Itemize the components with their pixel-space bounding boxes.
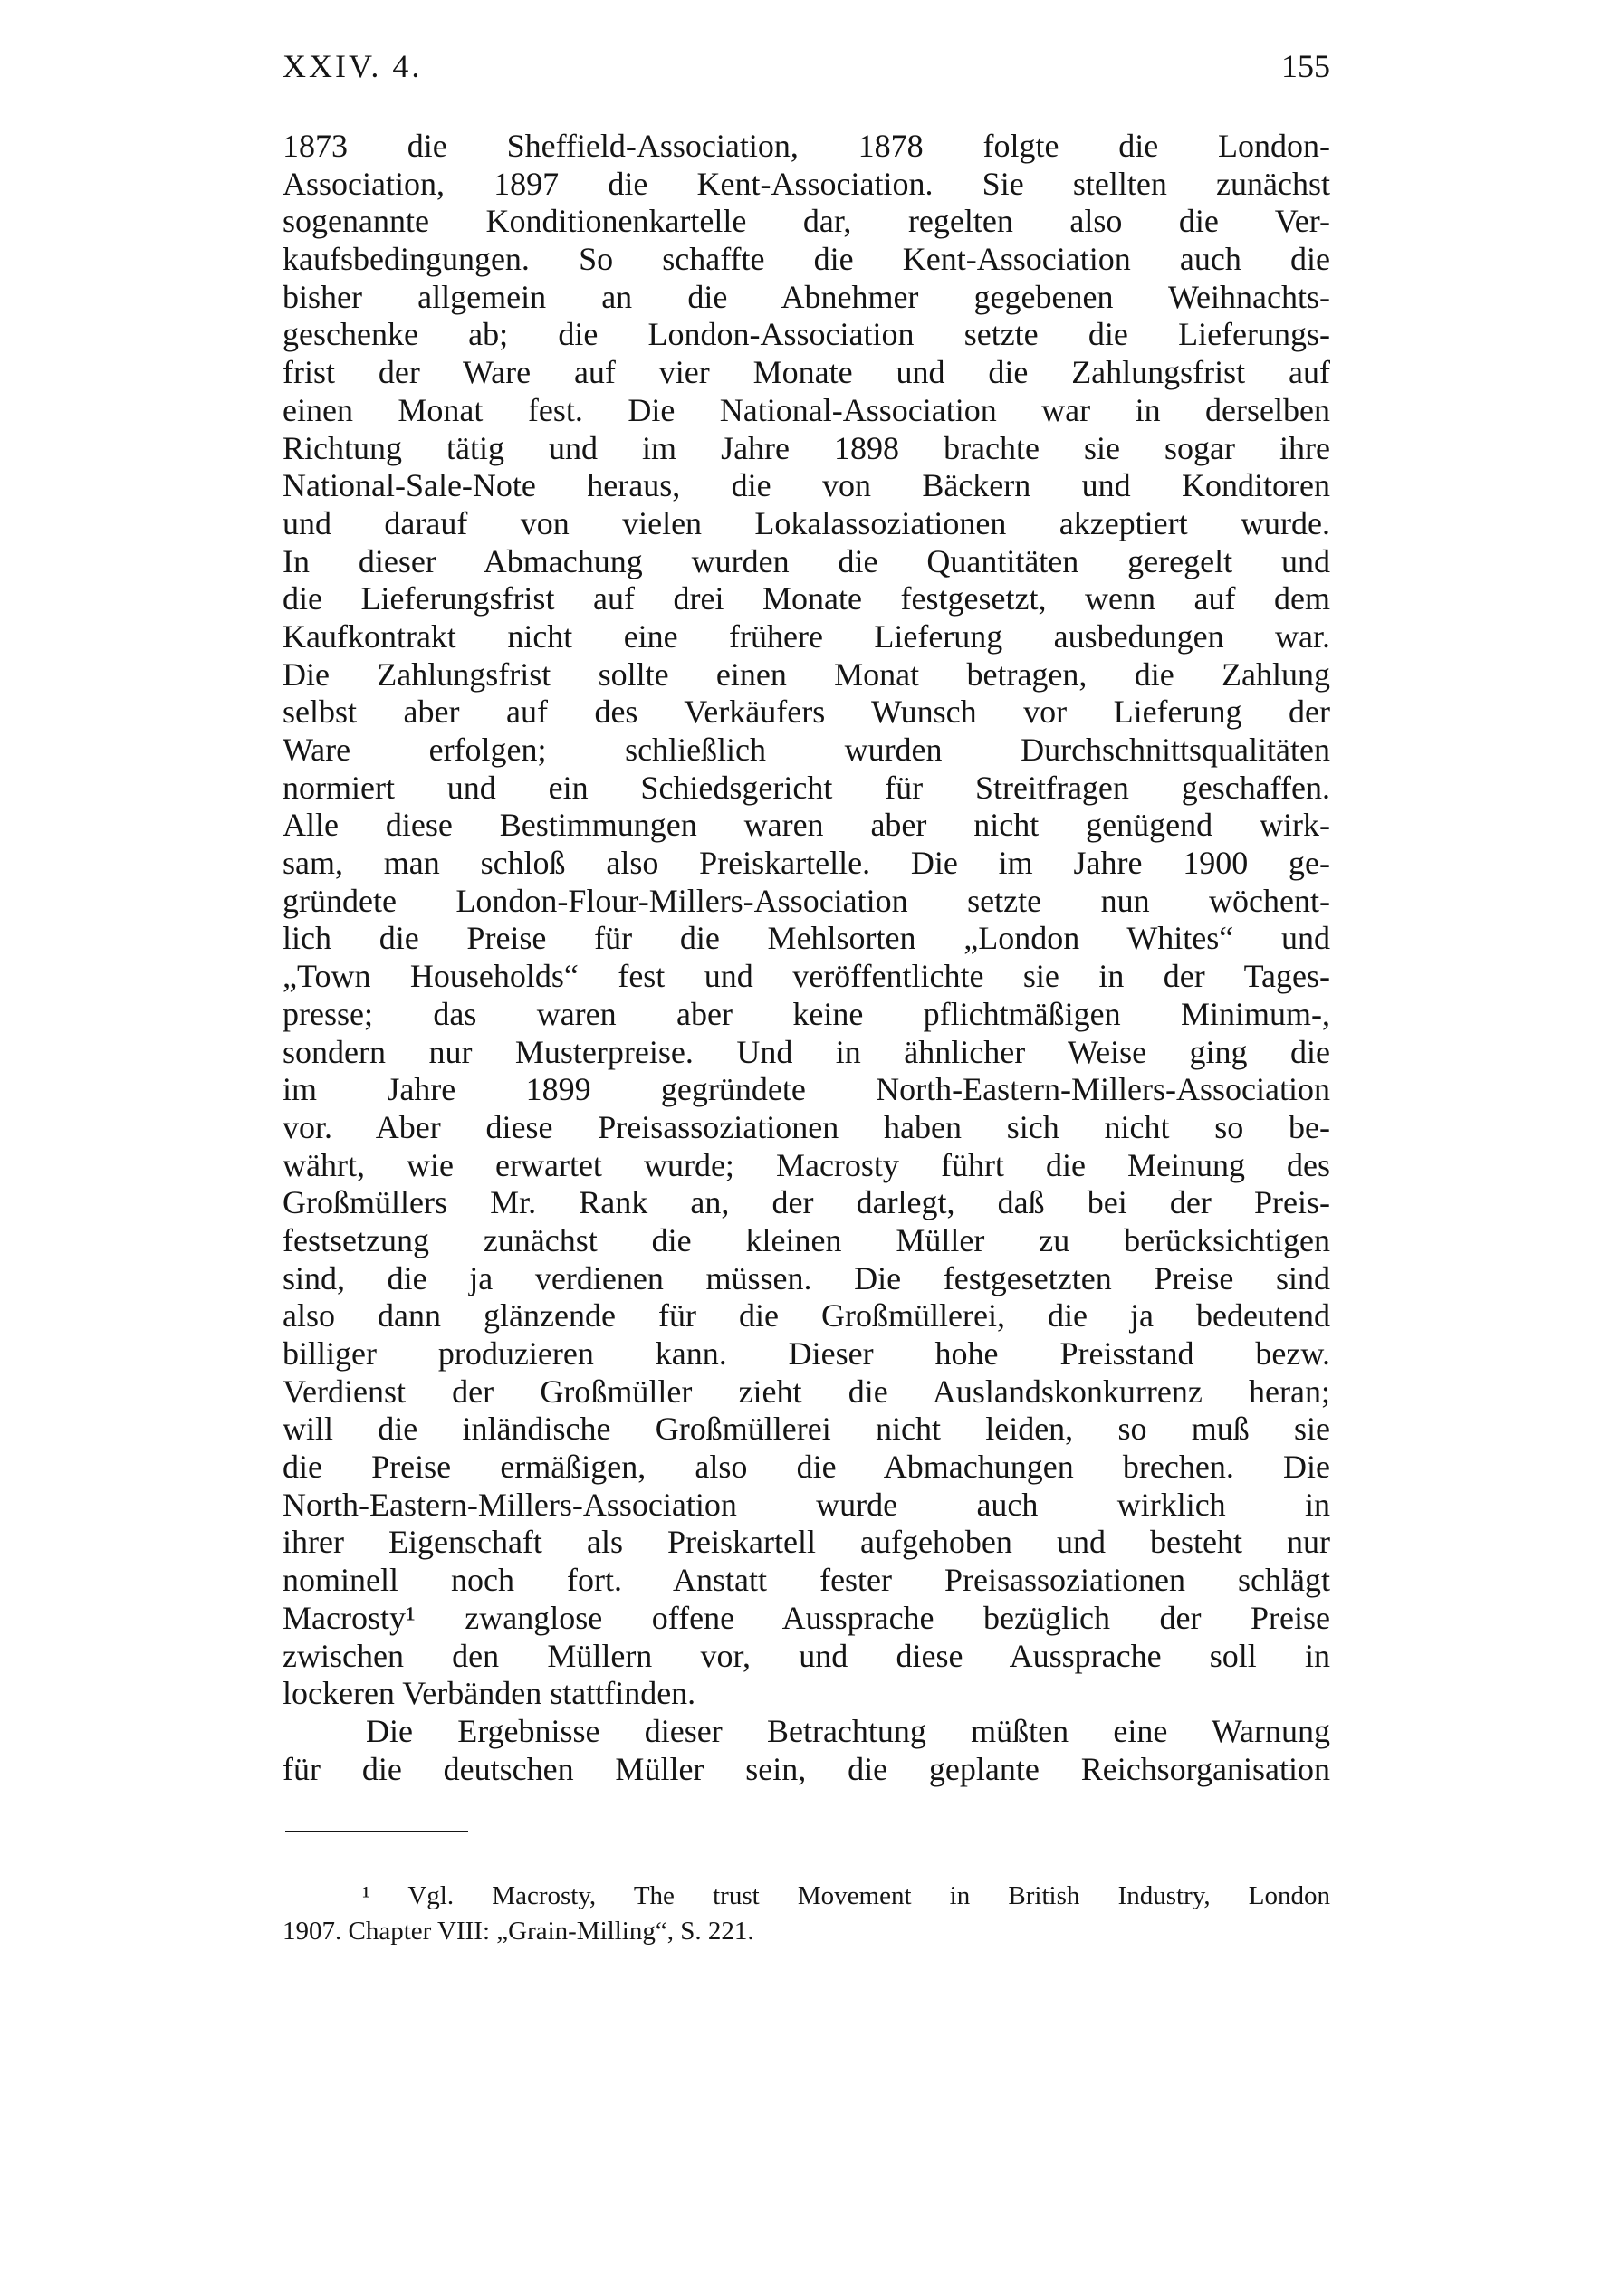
text-line: bisher allgemein an die Abnehmer gegebenen Weihnachts-: [283, 278, 1330, 315]
text-line: kaufsbedingungen. So schaffte die Kent-Association auch die: [283, 241, 1330, 278]
text-line: währt, wie erwartet wurde; Macrosty führt die Meinung des: [283, 1146, 1330, 1183]
text-line: will die inländische Großmüllerei nicht leiden, so muß sie: [283, 1411, 1330, 1448]
text-line: festsetzung zunächst die kleinen Müller zu berücksichtigen: [283, 1221, 1330, 1258]
text-line: frist der Ware auf vier Monate und die Zahlungsfrist auf: [283, 354, 1330, 391]
text-line: im Jahre 1899 gegründete North-Eastern-Millers-Association: [283, 1071, 1330, 1108]
text-line: lockeren Verbänden stattfinden.: [283, 1675, 696, 1712]
text-line: einen Monat fest. Die National-Association war in derselben: [283, 391, 1330, 428]
text-line: Verdienst der Großmüller zieht die Auslandskonkurrenz heran;: [283, 1373, 1330, 1410]
text-line: vor. Aber diese Preisassoziationen haben sich nicht so be-: [283, 1108, 1330, 1145]
text-line: North-Eastern-Millers-Association wurde auch wirklich in: [283, 1486, 1330, 1523]
text-line: 1873 die Sheffield-Association, 1878 folgte die London-: [283, 128, 1330, 164]
text-line: In dieser Abmachung wurden die Quantitäten geregelt und: [283, 542, 1330, 579]
footnote-line: 1907. Chapter VIII: „Grain-Milling“, S. 221.: [283, 1917, 754, 1946]
text-line: Kaufkontrakt nicht eine frühere Lieferung ausbedungen war.: [283, 617, 1330, 655]
running-header: [283, 47, 1330, 85]
text-line: „Town Households“ fest und veröffentlichte sie in der Tages-: [283, 958, 1330, 995]
text-line: billiger produzieren kann. Dieser hohe Preisstand bezw.: [283, 1335, 1330, 1372]
text-line: sondern nur Musterpreise. Und in ähnlicher Weise ging die: [283, 1033, 1330, 1070]
text-line: normiert und ein Schiedsgericht für Streitfragen geschaffen.: [283, 769, 1330, 806]
section-label: XXIV. 4.: [283, 48, 423, 84]
text-line: Großmüllers Mr. Rank an, der darlegt, daß bei der Preis-: [283, 1184, 1330, 1221]
text-line: geschenke ab; die London-Association setzte die Lieferungs-: [283, 316, 1330, 353]
text-line: und darauf von vielen Lokalassoziationen akzeptiert wurde.: [283, 504, 1330, 541]
page-number: 155: [1281, 48, 1330, 84]
text-line: sam, man schloß also Preiskartelle. Die im Jahre 1900 ge-: [283, 845, 1330, 882]
text-line: Association, 1897 die Kent-Association. Sie stellten zunächst: [283, 165, 1330, 202]
text-line: die Lieferungsfrist auf drei Monate festgesetzt, wenn auf dem: [283, 580, 1330, 617]
text-line: also dann glänzende für die Großmüllerei, die ja bedeutend: [283, 1297, 1330, 1335]
text-line: lich die Preise für die Mehlsorten „London Whites“ und: [283, 920, 1330, 957]
text-line: National-Sale-Note heraus, die von Bäckern und Konditoren: [283, 467, 1330, 504]
text-line: Ware erfolgen; schließlich wurden Durchschnittsqualitäten: [283, 732, 1330, 768]
text-line: Alle diese Bestimmungen waren aber nicht genügend wirk-: [283, 807, 1330, 844]
text-line: sogenannte Konditionenkartelle dar, regelten also die Ver-: [283, 203, 1330, 240]
text-line: ihrer Eigenschaft als Preiskartell aufgehoben und besteht nur: [283, 1524, 1330, 1561]
text-line: gründete London-Flour-Millers-Association setzte nun wöchent-: [283, 882, 1330, 919]
text-line: Die Ergebnisse dieser Betrachtung müßten eine Warnung: [366, 1712, 1330, 1749]
text-line: Die Zahlungsfrist sollte einen Monat betragen, die Zahlung: [283, 655, 1330, 693]
body-text: [283, 128, 1330, 1788]
text-line: Richtung tätig und im Jahre 1898 brachte sie sogar ihre: [283, 429, 1330, 466]
text-line: Macrosty¹ zwanglose offene Aussprache bezüglich der Preise: [283, 1599, 1330, 1636]
text-line: presse; das waren aber keine pflichtmäßigen Minimum-,: [283, 995, 1330, 1032]
text-line: nominell noch fort. Anstatt fester Preisassoziationen schlägt: [283, 1562, 1330, 1599]
text-line: selbst aber auf des Verkäufers Wunsch vor Lieferung der: [283, 694, 1330, 731]
footnote-separator: [285, 1831, 468, 1832]
footnotes: [283, 1879, 1330, 1949]
text-line: die Preise ermäßigen, also die Abmachungen brechen. Die: [283, 1449, 1330, 1486]
text-line: zwischen den Müllern vor, und diese Aussprache soll in: [283, 1637, 1330, 1674]
footnote-line: ¹ Vgl. Macrosty, The trust Movement in British Industry, London: [362, 1881, 1330, 1910]
text-line: für die deutschen Müller sein, die geplante Reichsorganisation: [283, 1750, 1330, 1787]
text-line: sind, die ja verdienen müssen. Die festgesetzten Preise sind: [283, 1259, 1330, 1296]
